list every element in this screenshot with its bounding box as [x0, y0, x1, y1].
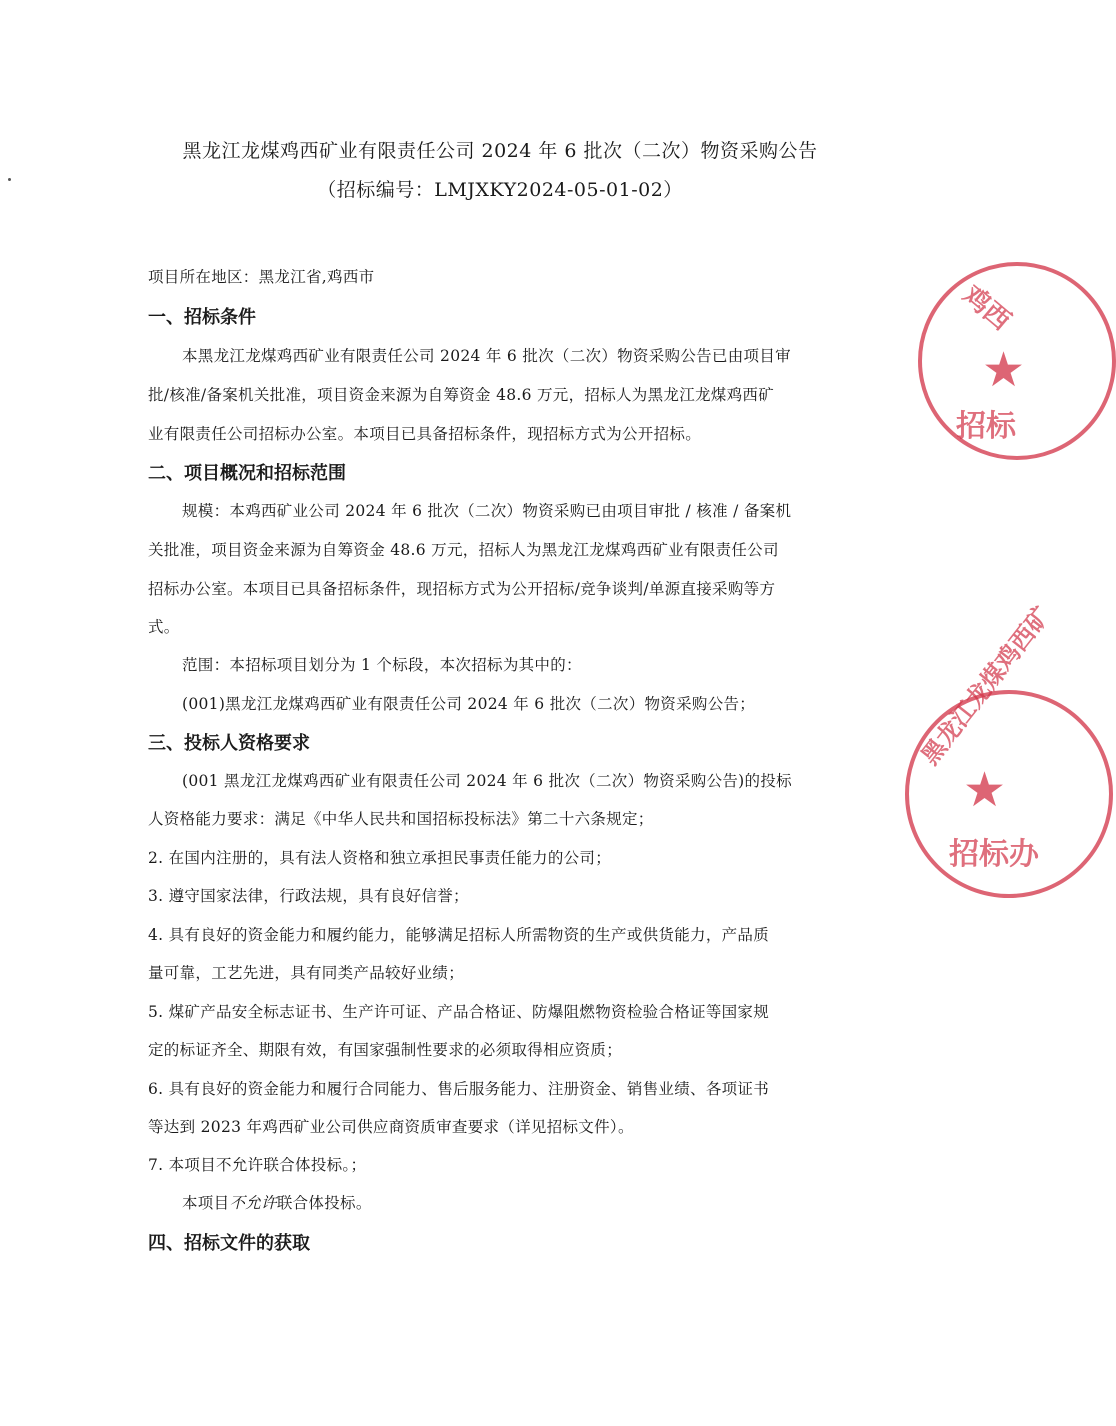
section-2-line: 式。	[148, 618, 180, 636]
tender-number: （招标编号：LMJXKY2024-05-01-02）	[317, 179, 683, 201]
section-3-line: 人资格能力要求：满足《中华人民共和国招标投标法》第二十六条规定；	[148, 810, 654, 828]
seal-text: 鸡西	[956, 280, 1016, 337]
seal-text: 招标办	[949, 837, 1039, 872]
requirement-6: 6. 具有良好的资金能力和履行合同能力、售后服务能力、注册资金、销售业绩、各项证书	[148, 1080, 770, 1098]
consortium-suffix: 联合体投标。	[276, 1194, 372, 1212]
section-4-heading: 四、招标文件的获取	[148, 1233, 310, 1254]
star-icon: ★	[982, 342, 1026, 398]
section-1-heading: 一、招标条件	[148, 307, 256, 328]
seal-text: 黑龙江龙煤鸡西矿	[915, 601, 1056, 770]
requirement-6-cont: 等达到 2023 年鸡西矿业公司供应商资质审查要求（详见招标文件）。	[148, 1118, 634, 1136]
requirement-4-cont: 量可靠，工艺先进，具有同类产品较好业绩；	[148, 964, 465, 982]
section-2-heading: 二、项目概况和招标范围	[148, 463, 346, 484]
requirement-7: 7. 本项目不允许联合体投标。；	[148, 1156, 367, 1174]
star-icon: ★	[963, 762, 1007, 818]
requirement-5: 5. 煤矿产品安全标志证书、生产许可证、产品合格证、防爆阻燃物资检验合格证等国家规	[148, 1003, 770, 1021]
requirement-4: 4. 具有良好的资金能力和履约能力，能够满足招标人所需物资的生产或供货能力，产品质	[148, 926, 770, 944]
section-2-line: 规模：本鸡西矿业公司 2024 年 6 批次（二次）物资采购已由项目审批 / 核准 / 备案机	[182, 502, 792, 520]
consortium-emphasis: 不允许	[229, 1194, 277, 1212]
document-title: 黑龙江龙煤鸡西矿业有限责任公司 2024 年 6 批次（二次）物资采购公告	[182, 140, 818, 162]
consortium-note	[182, 1191, 372, 1213]
requirement-2: 2. 在国内注册的，具有法人资格和独立承担民事责任能力的公司；	[148, 849, 612, 867]
section-1-line: 业有限责任公司招标办公室。本项目已具备招标条件，现招标方式为公开招标。	[148, 425, 702, 443]
section-3-line: (001 黑龙江龙煤鸡西矿业有限责任公司 2024 年 6 批次（二次）物资采购公告)的投标	[182, 772, 792, 790]
section-3-heading: 三、投标人资格要求	[148, 733, 310, 754]
seal-stamp-top	[918, 262, 1116, 460]
section-1-line: 本黑龙江龙煤鸡西矿业有限责任公司 2024 年 6 批次（二次）物资采购公告已由项目审	[182, 347, 791, 365]
section-2-line: 关批准，项目资金来源为自筹资金 48.6 万元，招标人为黑龙江龙煤鸡西矿业有限责任公司	[148, 541, 779, 559]
section-2-scope: 范围：本招标项目划分为 1 个标段，本次招标为其中的：	[182, 656, 582, 674]
seal-text: 招标	[956, 409, 1016, 444]
section-2-lot: (001)黑龙江龙煤鸡西矿业有限责任公司 2024 年 6 批次（二次）物资采购公告；	[182, 695, 756, 713]
section-2-line: 招标办公室。本项目已具备招标条件，现招标方式为公开招标/竞争谈判/单源直接采购等方	[148, 580, 776, 598]
requirement-3: 3. 遵守国家法律，行政法规，具有良好信誉；	[148, 887, 469, 905]
consortium-prefix: 本项目	[182, 1194, 230, 1212]
section-1-line: 批/核准/备案机关批准，项目资金来源为自筹资金 48.6 万元，招标人为黑龙江龙煤鸡西矿	[148, 386, 775, 404]
project-location: 项目所在地区：黑龙江省,鸡西市	[148, 268, 375, 286]
seal-stamp-bottom	[905, 601, 1113, 898]
requirement-5-cont: 定的标证齐全、期限有效，有国家强制性要求的必须取得相应资质；	[148, 1041, 623, 1059]
